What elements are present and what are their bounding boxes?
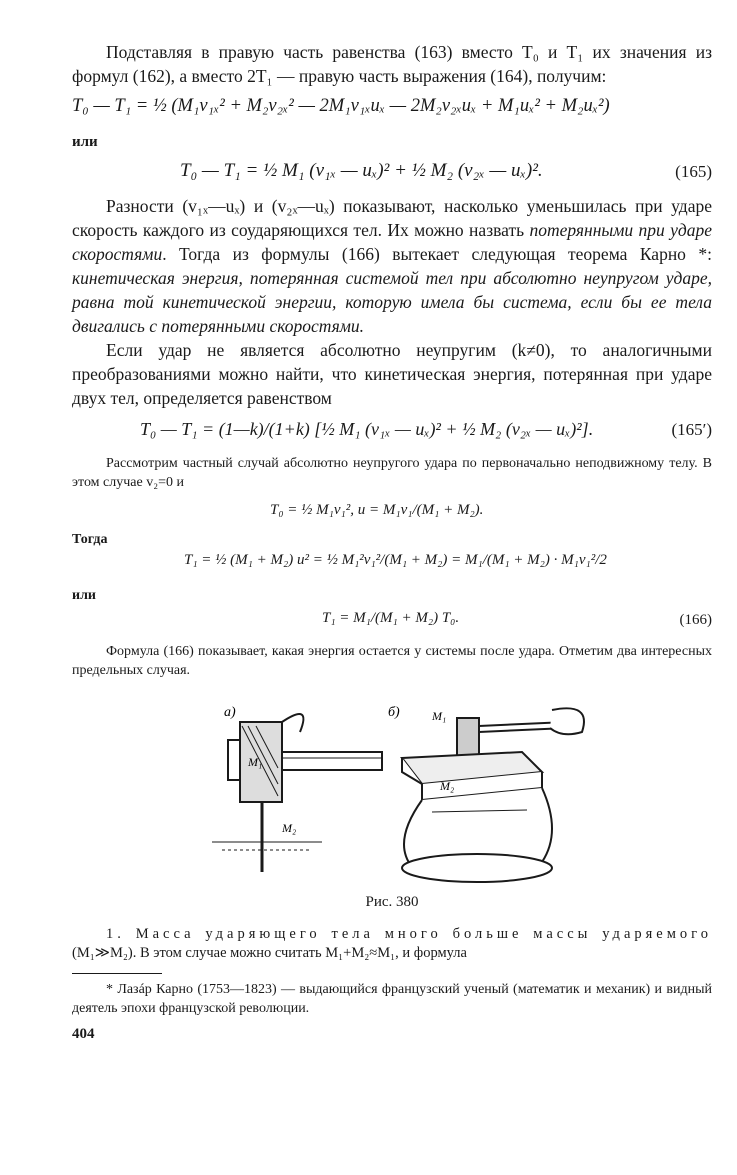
carnot-term: потерянными при ударе скоростями: [72, 220, 712, 264]
carnot-text-mid: . Тогда из формулы (166) вытекает следующая теорема Карно *:: [162, 244, 712, 264]
paragraph-case-1: [72, 925, 712, 963]
formula-t1: [72, 548, 712, 588]
mass-label-m1-a: M₁: [248, 755, 263, 769]
mass-label-m2-a: M₂: [282, 821, 297, 835]
paragraph-carnot-theorem: [72, 194, 712, 338]
connector-ili: или: [72, 134, 98, 150]
panel-a-hammer-nail: [212, 714, 382, 872]
paragraph-special-case: Рассмотрим частный случай абсолютно неупругого удара по первоначально неподвижному телу. В этом случае v₂=0 и: [72, 456, 712, 490]
panel-a-label: а): [224, 705, 236, 720]
formula-t1-text: T₁ = ½ (M₁ + M₂) u² = ½ M₁²v₁²/(M₁ + M₂) = M₁/(M₁ + M₂) · M₁v₁²/2: [184, 552, 607, 568]
formula-expanded: [72, 88, 712, 130]
formula-165-text: T₀ — T₁ = ½ M₁ (v₁ₓ — uₓ)² + ½ M₂ (v₂ₓ — uₓ)².: [180, 160, 543, 181]
figure-380: [72, 692, 712, 892]
formula-166-text: T₁ = M₁/(M₁ + M₂) T₀.: [322, 610, 460, 626]
formula-t0-u-text: T₀ = ½ M₁v₁², u = M₁v₁/(M₁ + M₂).: [270, 502, 484, 518]
panel-b-hammer-anvil: [402, 708, 584, 882]
carnot-theorem-statement: кинетическая энергия, потерянная системой тел при абсолютно неупругом ударе, равна той кинетической энергии, которую имела бы система, если бы ее тела двигались с потерянными скоростями.: [72, 268, 712, 336]
carnot-text-start: Разности (v₁ₓ—uₓ) и (v₂ₓ—uₓ) показывают, насколько уменьшилась при ударе скорость каждого из соударяющихся тел. Их можно назвать: [72, 196, 712, 240]
mass-label-m1-b: M₁: [432, 709, 447, 723]
paragraph-limiting-cases: Формула (166) показывает, какая энергия остается у системы после удара. Отметим два интересных предельных случая.: [72, 644, 712, 678]
footnote-carnot: * Лазáр Карно (1753—1823) — выдающийся французский ученый (математик и механик) и видный деятель эпохи французской революции.: [72, 982, 712, 1016]
equation-number-166: (166): [679, 612, 712, 628]
figure-380-drawing: [72, 692, 712, 892]
equation-number-165: (165): [675, 162, 712, 181]
equation-number-165-prime: (165′): [671, 420, 712, 439]
connector-ili-2: или: [72, 588, 96, 603]
case-1-text: (M₁≫M₂). В этом случае можно считать M₁+M₂≈M₁, и формула: [72, 945, 467, 961]
case-1-heading: 1. Масса ударяющего тела много больше массы ударяемого: [106, 926, 712, 942]
formula-expanded-text: T₀ — T₁ = ½ (M₁v₁ₓ² + M₂v₂ₓ² — 2M₁v₁ₓuₓ — 2M₂v₂ₓuₓ + M₁uₓ² + M₂uₓ²): [72, 96, 610, 116]
page-number: 404: [72, 1026, 95, 1042]
mass-label-m2-b: M₂: [440, 779, 455, 793]
formula-165-prime: [72, 410, 712, 454]
paragraph-inelastic: Если удар не является абсолютно неупругим (k≠0), то аналогичными преобразованиями можно найти, что кинетическая энергия, потерянная при ударе двух тел, определяется равенством: [72, 340, 712, 408]
formula-166: [72, 604, 712, 642]
figure-caption: Рис. 380: [365, 894, 419, 910]
footnote-divider: [72, 973, 162, 974]
page-content: [72, 40, 712, 1043]
panel-b-label: б): [388, 705, 400, 720]
paragraph-intro: Подставляя в правую часть равенства (163) вместо T₀ и T₁ их значения из формул (162), а вместо 2T₁ — правую часть выражения (164), получим:: [72, 42, 712, 86]
formula-165: [72, 154, 712, 194]
formula-165-prime-text: T₀ — T₁ = (1—k)/(1+k) [½ M₁ (v₁ₓ — uₓ)² + ½ M₂ (v₂ₓ — uₓ)²].: [140, 419, 594, 439]
connector-togda: Тогда: [72, 532, 108, 547]
formula-t0-u: [72, 492, 712, 532]
